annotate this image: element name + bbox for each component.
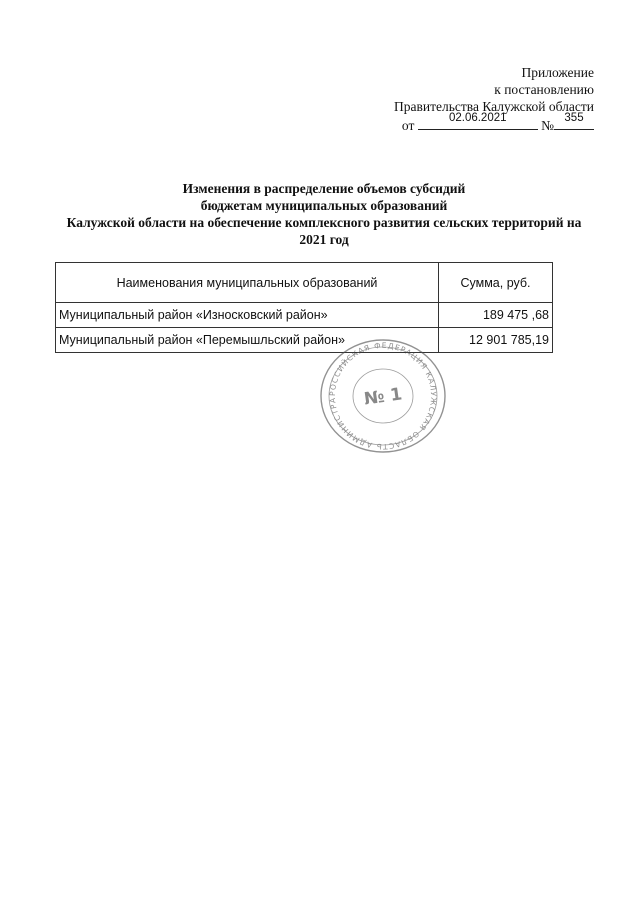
subsidy-table [55, 262, 553, 353]
official-seal-stamp [316, 336, 450, 456]
date-field [418, 112, 538, 130]
table-header-row [56, 263, 553, 303]
seal-graphic [316, 336, 450, 456]
number-value: 355 [564, 112, 584, 124]
date-value: 02.06.2021 [448, 112, 507, 124]
document-title [54, 180, 594, 248]
amount-value: 12 901 785,19 [439, 328, 553, 353]
from-label: от [401, 118, 415, 133]
amount-value: 189 475 ,68 [439, 303, 553, 328]
appendix-title: Приложение [521, 65, 594, 80]
appendix-block [394, 64, 594, 134]
number-label: № [541, 118, 554, 133]
table-row [56, 328, 553, 353]
title-line-2: бюджетам муниципальных образований [200, 198, 448, 213]
appendix-subtitle: к постановлению [494, 82, 594, 97]
municipality-name: Муниципальный район «Износковский район» [56, 303, 439, 328]
header-amount: Сумма, руб. [439, 263, 553, 303]
number-field [554, 112, 594, 130]
seal-number: № 1 [362, 384, 404, 410]
appendix-issuer: Правительства Калужской области [393, 99, 594, 114]
table-row [56, 303, 553, 328]
appendix-date-line [394, 112, 594, 134]
municipality-name: Муниципальный район «Перемышльский район» [56, 328, 439, 353]
header-municipality: Наименования муниципальных образований [56, 263, 439, 303]
title-line-3: Калужской области на обеспечение комплексного развития сельских территорий на [66, 215, 582, 230]
seal-ring-text: РОССИЙСКАЯ ФЕДЕРАЦИЯ КАЛУЖСКАЯ ОБЛАСТЬ АДМИНИСТРА [327, 340, 439, 452]
title-line-4: 2021 год [299, 232, 349, 247]
title-line-1: Изменения в распределение объемов субсидий [182, 181, 466, 196]
